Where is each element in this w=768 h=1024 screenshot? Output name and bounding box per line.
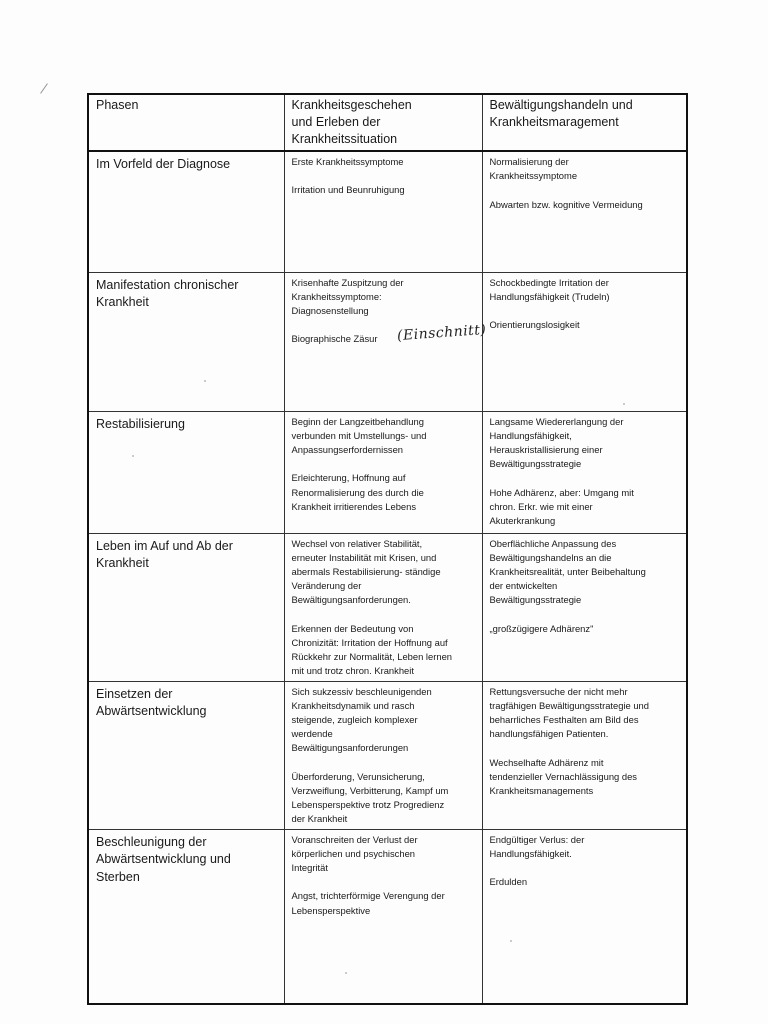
table-row bbox=[88, 411, 687, 533]
experience-text: Krisenhafte Zuspitzung der Krankheitssymptome: Diagnosenstellung Biographische Zäsur bbox=[291, 276, 404, 345]
experience-text: Wechsel von relativer Stabilität, erneuter Instabilität mit Krisen, und abermals Restabilisierung- ständige Veränderung der Bewältigungsanforderungen. Erkennen der Bedeutung von Chronizität: Irritation der Hoffnung auf Rückkehr zur Normalität, Leben lernen mit und trotz chron. Krankheit bbox=[291, 537, 452, 677]
experience-cell bbox=[284, 151, 482, 272]
phase-cell bbox=[88, 151, 284, 272]
coping-cell bbox=[482, 151, 687, 272]
coping-text: Langsame Wiedererlangung der Handlungsfähigkeit, Herauskristallisierung einer Bewältigungsstrategie Hohe Adhärenz, aber: Umgang mit chron. Erkr. wie mit einer Akuterkrankung bbox=[489, 415, 634, 526]
phase-cell bbox=[88, 533, 284, 681]
phase-name: Manifestation chronischer Krankheit bbox=[96, 277, 239, 309]
coping-cell bbox=[482, 272, 687, 411]
table-row bbox=[88, 681, 687, 829]
coping-cell bbox=[482, 411, 687, 533]
phase-name: Im Vorfeld der Diagnose bbox=[96, 157, 231, 171]
coping-text: Oberflächliche Anpassung des Bewältigungshandelns an die Krankheitsrealität, unter Beibehaltung der entwickelten Bewältigungsstrategie „großzügigere Adhärenz" bbox=[489, 537, 646, 634]
experience-cell bbox=[284, 533, 482, 681]
coping-text: Normalisierung der Krankheitssymptome Abwarten bzw. kognitive Vermeidung bbox=[489, 156, 643, 210]
experience-cell bbox=[284, 829, 482, 1004]
experience-cell bbox=[284, 681, 482, 829]
phases-table bbox=[87, 93, 688, 1005]
header-krankheitsgeschehen: Krankheitsgeschehen und Erleben der Krankheitssituation bbox=[284, 94, 482, 151]
coping-cell bbox=[482, 681, 687, 829]
table-row bbox=[88, 829, 687, 1004]
table-row bbox=[88, 272, 687, 411]
phase-cell bbox=[88, 411, 284, 533]
experience-text: Sich sukzessiv beschleunigenden Krankheitsdynamik und rasch steigende, zugleich komplexer werdende Bewältigungsanforderungen Überforderung, Verunsicherung, Verzweiflung, Verbitterung, Kampf um Lebensperspektive trotz Progredienz der Krankheit bbox=[291, 685, 449, 825]
phase-name: Leben im Auf und Ab der Krankheit bbox=[96, 538, 233, 570]
scan-mark bbox=[40, 83, 48, 93]
scan-speck bbox=[204, 380, 206, 382]
phase-cell bbox=[88, 272, 284, 411]
experience-cell bbox=[284, 272, 482, 411]
coping-cell bbox=[482, 829, 687, 1004]
experience-text: Erste Krankheitssymptome Irritation und Beunruhigung bbox=[291, 156, 405, 196]
header-phasen: Phasen bbox=[88, 94, 284, 151]
phase-name: Restabilisierung bbox=[96, 416, 185, 431]
experience-cell bbox=[284, 411, 482, 533]
scan-speck bbox=[345, 972, 347, 974]
experience-text: Voranschreiten der Verlust der körperlichen und psychischen Integrität Angst, trichterförmige Verengung der Lebensperspektive bbox=[291, 833, 445, 916]
table-row bbox=[88, 151, 687, 272]
coping-text: Rettungsversuche der nicht mehr tragfähigen Bewältigungsstrategie und beharrliches Festhalten am Bild des handlungsfähigen Patienten. Wechselhafte Adhärenz mit tendenzieller Vernachlässigung des Krankheitsmanagements bbox=[489, 685, 649, 796]
phase-name: Einsetzen der Abwärtsentwicklung bbox=[96, 686, 207, 719]
phase-cell bbox=[88, 829, 284, 1004]
scan-speck bbox=[510, 940, 512, 942]
scan-speck bbox=[132, 455, 134, 457]
header-bewaeltigungshandeln: Bewältigungshandeln und Krankheitsmaragement bbox=[482, 94, 687, 151]
phase-name: Beschleunigung der Abwärtsentwicklung und Sterben bbox=[96, 834, 231, 884]
coping-text: Endgültiger Verlus: der Handlungsfähigkeit. Erdulden bbox=[489, 833, 585, 888]
table-row bbox=[88, 533, 687, 681]
experience-text: Beginn der Langzeitbehandlung verbunden mit Umstellungs- und Anpassungserfordernissen Erleichterung, Hoffnung auf Renormalisierung des durch die Krankheit irritierendes Lebens bbox=[291, 415, 427, 512]
scan-speck bbox=[623, 403, 625, 405]
coping-text: Schockbedingte Irritation der Handlungsfähigkeit (Trudeln) Orientierungslosigkeit bbox=[489, 276, 610, 331]
handwritten-note: (Einschnitt) bbox=[396, 321, 487, 345]
phase-cell bbox=[88, 681, 284, 829]
coping-cell bbox=[482, 533, 687, 681]
table-header-row bbox=[88, 94, 687, 151]
